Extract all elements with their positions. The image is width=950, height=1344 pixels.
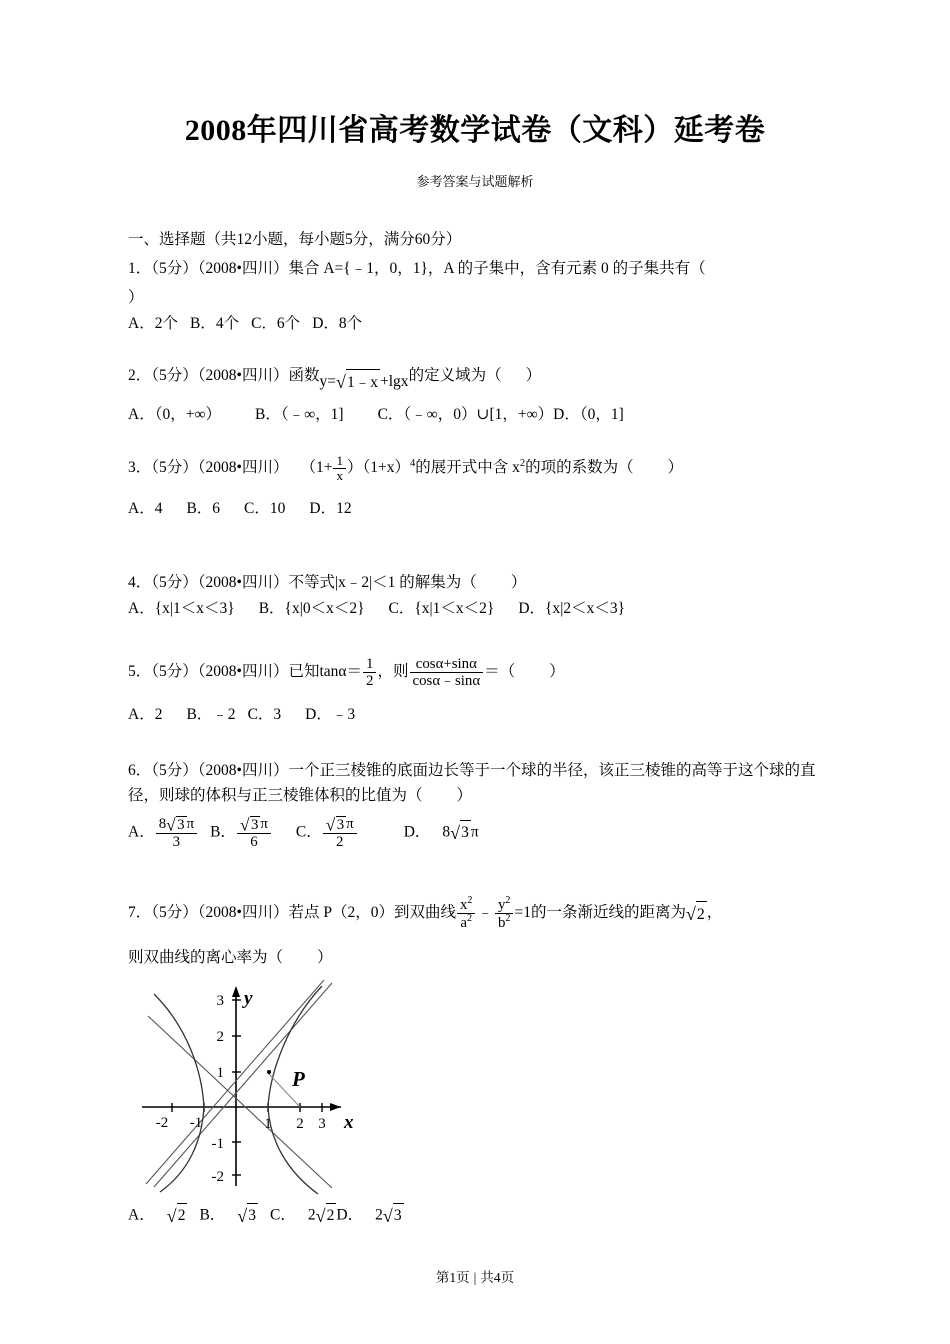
- question-stem-post: 的展开式中含 x: [415, 459, 520, 477]
- option-b[interactable]: B．6: [186, 500, 221, 518]
- option-b[interactable]: B． √ 3: [199, 1203, 258, 1229]
- point-label-P: P: [292, 1067, 305, 1092]
- question-score: （5分）: [151, 366, 198, 384]
- option-d[interactable]: D．8个: [312, 314, 363, 332]
- question-number: 1．: [128, 259, 152, 277]
- formula-q7-hyperbola: $\frac{x^2}{a^2}$ ﹣ $\frac{y^2}{b^2}$ =1: [456, 896, 531, 931]
- y-axis-arrow: [232, 986, 240, 997]
- question-stem-pre: 函数: [288, 366, 320, 384]
- xtick-label-1: 1: [264, 1116, 272, 1133]
- option-c[interactable]: C． √ 3 π 2: [296, 816, 358, 850]
- question-7-options: [128, 1203, 822, 1229]
- option-a[interactable]: A．2: [128, 705, 163, 723]
- ytick-label--2: -2: [211, 1169, 224, 1186]
- xtick-label-3: 3: [318, 1116, 326, 1133]
- option-b[interactable]: B．{x|0＜x＜2}: [258, 600, 365, 617]
- option-b[interactable]: B． √ 3 π 6: [210, 816, 272, 850]
- question-source: （2008•四川）: [197, 904, 289, 922]
- question-stem-pre: 若点 P（2，0）到双曲线: [288, 904, 456, 922]
- question-stem: 不等式|x﹣2|＜1 的解集为（: [288, 573, 477, 591]
- question-source: （2008•四川）: [197, 259, 289, 277]
- question-stem-post: 的定义域为（: [408, 366, 502, 384]
- question-number: 7．: [128, 904, 152, 922]
- footer-separator: |: [473, 1270, 477, 1285]
- question-1-options: [128, 312, 822, 337]
- question-source: （2008•四川）: [197, 761, 289, 779]
- option-b[interactable]: B．4个: [189, 314, 240, 332]
- question-5-options: [128, 703, 822, 728]
- question-4-options: [128, 597, 822, 622]
- option-d[interactable]: D． 2 √ 3: [336, 1203, 403, 1229]
- question-5: [128, 656, 822, 689]
- ytick-label-2: 2: [216, 1029, 224, 1046]
- close-paren: ）: [667, 459, 684, 477]
- close-paren: ）: [317, 949, 333, 967]
- footer-total-label: 共4页: [480, 1270, 515, 1285]
- question-stem: 集合 A={﹣1，0，1}，A 的子集中，含有元素 0 的子集共有（: [288, 259, 706, 277]
- section-heading: [128, 228, 822, 252]
- formula-q3: （1+ $\frac{1}{x}$ ）$(1+x)^4$: [300, 453, 416, 484]
- option-a[interactable]: A．4: [128, 500, 163, 518]
- option-a[interactable]: A． √ 2: [128, 1203, 187, 1229]
- question-4: [128, 570, 822, 595]
- formula-q2: y= √ 1﹣x +lgx: [319, 369, 408, 395]
- question-2: [128, 363, 822, 393]
- option-a[interactable]: A．（0，+∞）: [128, 406, 221, 424]
- option-c[interactable]: C．{x|1＜x＜2}: [388, 600, 495, 617]
- page-footer: [0, 1266, 950, 1286]
- option-c[interactable]: C．6个: [251, 314, 301, 332]
- close-paren: ）: [510, 573, 527, 591]
- question-number: 3．: [128, 459, 152, 477]
- close-paren: ）: [549, 662, 565, 680]
- x-axis-label: x: [344, 1112, 354, 1134]
- option-a[interactable]: A．2个: [128, 314, 178, 332]
- question-source: （2008•四川）: [197, 459, 289, 477]
- section-heading-text: 一、选择题（共12小题，每小题5分，满分60分）: [128, 230, 462, 248]
- option-b[interactable]: B．（﹣∞，1]: [255, 406, 344, 424]
- asymptote-positive: [154, 983, 332, 1187]
- option-d[interactable]: D．﹣3: [305, 705, 356, 723]
- foot-point-dot: [267, 1070, 271, 1074]
- y-axis-label: y: [244, 988, 253, 1010]
- formula-q5: tanα＝ $\frac{1}{2}$ ，则 $\frac{\cos\alpha+\sin\alpha}{\cos\alpha﹣\sin\alpha}$ ＝（: [319, 655, 516, 689]
- page-subtitle: 参考答案与试题解析: [416, 173, 534, 189]
- question-7: 7．（5分）（2008•四川）若点 P（2，0）到双曲线 $\frac{x^2}{a^2}$ ﹣ $\frac{y^2}{b^2}$ =1的一条渐近线的距离为 √ 2 ，: [128, 895, 723, 932]
- close-paren: ）: [525, 366, 542, 384]
- question-1-stem-close: [128, 285, 822, 310]
- question-score: （5分）: [151, 259, 198, 277]
- question-2-options: [128, 403, 822, 428]
- question-number: 6．: [128, 761, 152, 779]
- hyperbola-left-branch: [154, 994, 204, 1192]
- ytick-label--1: -1: [211, 1136, 224, 1153]
- option-a[interactable]: A． 8 √ 3 π 3: [128, 816, 198, 850]
- question-6-options: [128, 816, 822, 850]
- option-c[interactable]: C．10: [244, 500, 286, 518]
- question-source: （2008•四川）: [197, 573, 289, 591]
- option-d[interactable]: D．{x|2＜x＜3}: [518, 600, 626, 617]
- option-c[interactable]: C．（﹣∞，0）∪[1，+∞）: [377, 406, 554, 424]
- option-d[interactable]: D．（0，1]: [553, 406, 624, 424]
- option-b[interactable]: B．﹣2: [186, 705, 236, 723]
- xtick-label--2: -2: [155, 1115, 169, 1132]
- question-source: （2008•四川）: [197, 662, 289, 680]
- x-axis-arrow: [330, 1103, 341, 1111]
- question-3-options: [128, 497, 822, 522]
- question-score: （5分）: [151, 761, 198, 779]
- question-score: （5分）: [151, 459, 198, 477]
- option-d[interactable]: D． 8 √ 3 π: [404, 820, 479, 846]
- hyperbola-graph-svg: [136, 976, 374, 1196]
- question-score: （5分）: [151, 573, 198, 591]
- page-title: 2008年四川省高考数学试卷（文科）延考卷: [184, 114, 766, 147]
- option-a[interactable]: A．{x|1＜x＜3}: [128, 600, 235, 617]
- option-d[interactable]: D．12: [309, 500, 352, 518]
- question-stem-pre: 已知: [288, 662, 320, 680]
- ytick-label-3: 3: [216, 993, 224, 1010]
- question-number: 5．: [128, 662, 152, 680]
- question-source: （2008•四川）: [197, 366, 289, 384]
- option-c[interactable]: C．3: [247, 705, 282, 723]
- ytick-label-1: 1: [216, 1065, 224, 1082]
- xtick-label-2: 2: [296, 1116, 304, 1133]
- question-3: 3．（5分）（2008•四川） （1+ $\frac{1}{x}$ ）$(1+x)^4$的展开式中含 $x^2$的项的系数为（ ）: [128, 453, 684, 484]
- footer-page-label: 第1页: [435, 1270, 470, 1285]
- question-number: 4．: [128, 573, 152, 591]
- close-paren: ）: [128, 288, 144, 306]
- sqrt-2: √ 2: [686, 901, 707, 927]
- question-6: [128, 758, 822, 808]
- question-7-stem-post: 则双曲线的离心率为（ ）: [128, 949, 333, 967]
- option-c[interactable]: C． 2 √ 2: [270, 1203, 336, 1229]
- hyperbola-figure: [136, 976, 822, 1201]
- question-score: （5分）: [151, 904, 198, 922]
- question-number: 2．: [128, 366, 152, 384]
- question-stem: 一个正三棱锥的底面边长等于一个球的半径，该正三棱锥的高等于这个球的直径，则球的体积与正三棱锥体积的比值为（: [128, 761, 816, 804]
- xtick-label--1: -1: [189, 1115, 203, 1132]
- question-score: （5分）: [151, 662, 198, 680]
- close-paren: ）: [456, 786, 473, 804]
- question-1: [128, 256, 822, 281]
- question-stem-mid: 的一条渐近线的距离为: [530, 904, 686, 922]
